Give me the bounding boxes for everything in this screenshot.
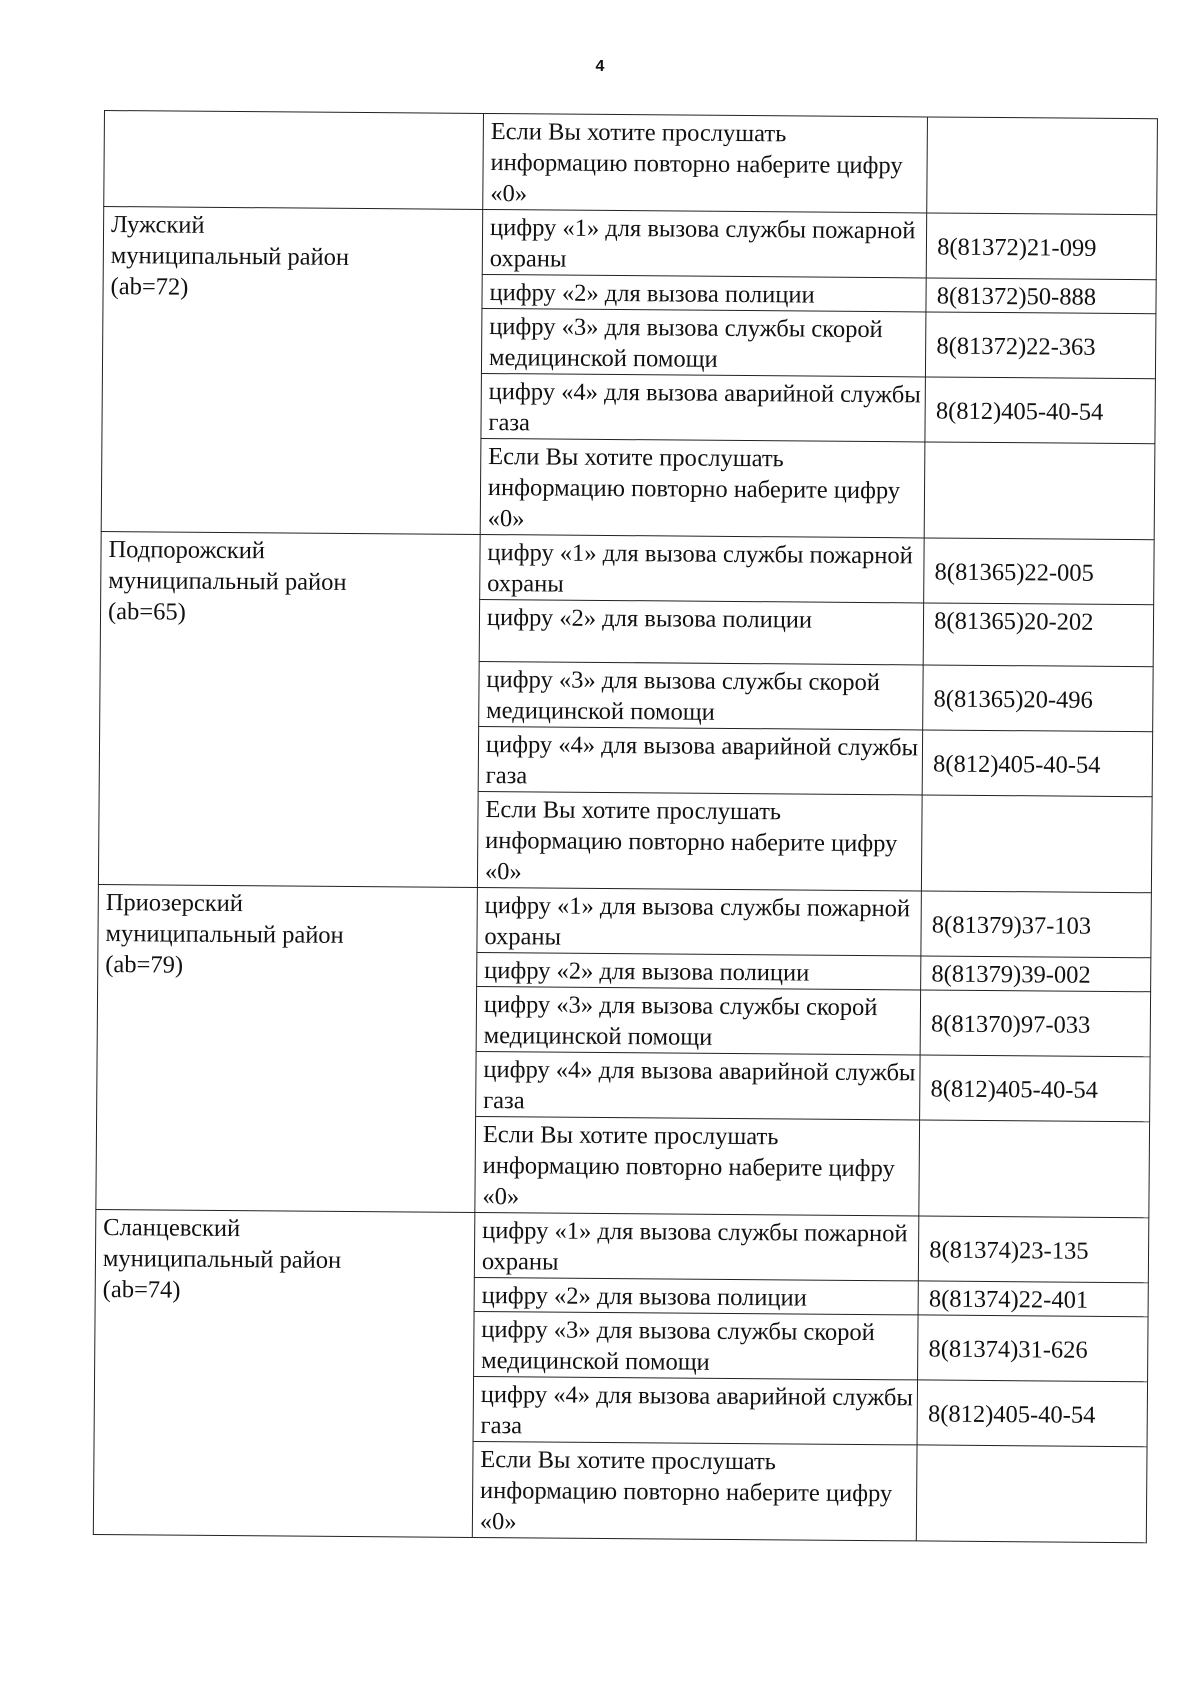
- district-name: Приозерский: [105, 889, 243, 918]
- phone-cell-empty: [919, 1120, 1150, 1218]
- district-name-cell: [93, 1209, 474, 1537]
- phone-number: 8(812)405-40-54: [920, 1055, 1150, 1122]
- district-code: (ab=65): [107, 598, 186, 626]
- dial-option-text: цифру «2» для вызова полиции: [479, 599, 924, 664]
- district-name-cell: [98, 531, 480, 887]
- phone-number: 8(81379)39-002: [921, 956, 1151, 992]
- phone-number: 8(81374)31-626: [918, 1315, 1148, 1382]
- dial-option-text: цифру «2» для вызова полиции: [482, 274, 927, 311]
- dial-option-text: цифру «1» для вызова службы пожарной охраны: [477, 887, 922, 955]
- district-code: (ab=74): [102, 1276, 181, 1304]
- phone-number: 8(81365)22-005: [924, 538, 1154, 605]
- emergency-numbers-table: [93, 110, 1158, 1543]
- dial-option-text: цифру «3» для вызова службы скорой медицинской помощи: [476, 986, 921, 1054]
- repeat-instruction: Если Вы хотите прослушать информацию повторно наберите цифру «0»: [475, 1116, 920, 1215]
- dial-option-text: цифру «1» для вызова службы пожарной охраны: [482, 209, 927, 277]
- phone-number: 8(81372)50-888: [926, 278, 1156, 314]
- phone-cell-empty: [924, 442, 1155, 540]
- phone-number: 8(81374)22-401: [918, 1281, 1148, 1317]
- phone-number: 8(812)405-40-54: [925, 377, 1155, 444]
- dial-option-text: цифру «1» для вызова службы пожарной охраны: [474, 1212, 919, 1280]
- dial-option-text: цифру «3» для вызова службы скорой медицинской помощи: [479, 661, 924, 729]
- repeat-instruction: Если Вы хотите прослушать информацию повторно наберите цифру «0»: [480, 438, 925, 537]
- district-type: муниципальный район: [105, 920, 344, 949]
- phone-number: 8(812)405-40-54: [922, 730, 1152, 797]
- dial-option-text: цифру «4» для вызова аварийной службы газа: [478, 726, 923, 794]
- dial-option-text: цифру «4» для вызова аварийной службы газа: [481, 373, 926, 441]
- table-row: [95, 1209, 1148, 1282]
- phone-number: 8(81374)23-135: [919, 1216, 1149, 1283]
- district-name-cell: [96, 884, 477, 1212]
- phone-number: 8(812)405-40-54: [917, 1380, 1147, 1447]
- district-type: муниципальный район: [110, 242, 350, 271]
- phone-cell-empty: [922, 795, 1153, 893]
- phone-number: 8(81365)20-202: [923, 603, 1153, 667]
- district-code: (ab=79): [105, 951, 184, 979]
- dial-option-text: цифру «1» для вызова службы пожарной охраны: [480, 534, 925, 602]
- repeat-instruction: Если Вы хотите прослушать информацию повторно наберите цифру «0»: [477, 791, 922, 890]
- table-row: [103, 207, 1156, 280]
- dial-option-text: цифру «2» для вызова полиции: [477, 952, 922, 989]
- phone-number: 8(81365)20-496: [923, 665, 1153, 732]
- dial-option-text: цифру «3» для вызова службы скорой медицинской помощи: [481, 308, 926, 376]
- repeat-instruction: Если Вы хотите прослушать информацию повторно наберите цифру «0»: [472, 1441, 917, 1540]
- phone-cell-empty: [917, 1445, 1148, 1543]
- district-code: (ab=72): [110, 273, 189, 301]
- dial-option-text: цифру «4» для вызова аварийной службы газа: [476, 1051, 921, 1119]
- district-name: Сланцевский: [103, 1214, 241, 1243]
- phone-number: 8(81372)22-363: [926, 312, 1156, 379]
- dial-option-text: цифру «2» для вызова полиции: [474, 1277, 919, 1314]
- table-row: [104, 111, 1158, 215]
- district-cell-empty: [104, 111, 484, 210]
- phone-number: 8(81379)37-103: [921, 891, 1151, 958]
- phone-cell-empty: [927, 117, 1158, 215]
- table-row: [98, 884, 1151, 957]
- district-type: муниципальный район: [108, 567, 347, 596]
- district-name: Подпорожский: [108, 536, 266, 565]
- district-name: Лужский: [110, 211, 205, 239]
- repeat-instruction: Если Вы хотите прослушать информацию повторно наберите цифру «0»: [483, 113, 928, 212]
- table-row: [101, 531, 1154, 604]
- phone-number: 8(81372)21-099: [926, 213, 1156, 280]
- district-name-cell: [101, 207, 482, 535]
- district-type: муниципальный район: [102, 1245, 342, 1274]
- dial-option-text: цифру «4» для вызова аварийной службы газа: [473, 1376, 918, 1444]
- dial-option-text: цифру «3» для вызова службы скорой медицинской помощи: [474, 1311, 919, 1379]
- page-number: 4: [595, 58, 605, 75]
- phone-number: 8(81370)97-033: [920, 990, 1150, 1057]
